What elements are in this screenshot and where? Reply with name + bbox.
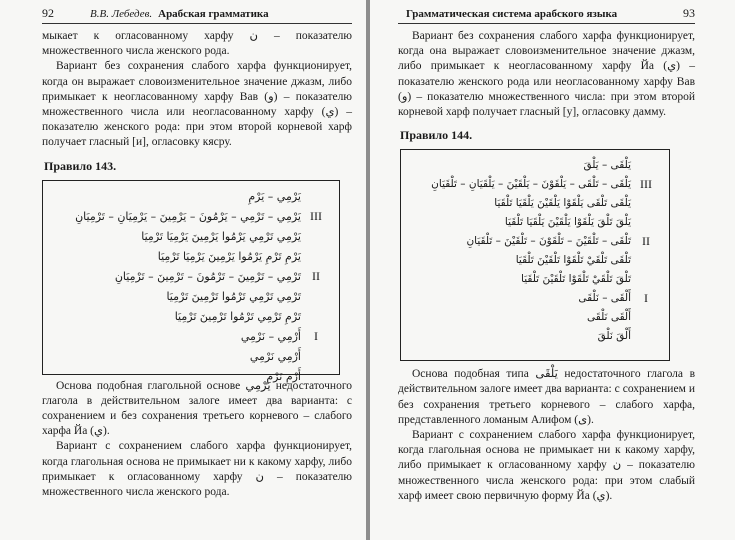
rule-143-roman-numeral: I [314,328,318,343]
left-header-author: В.В. Лебедев. [90,8,153,20]
rule-143-group-lines [51,327,301,387]
left-paragraph-3: Основа подобная глагольной основе يَرْمِي недостаточного глагола в действительном залоге имеет два варианта: с сохранением и без сохранения третьего корневого – слабого харфа Йа (ي). [42,379,352,438]
rule-143-group-lines [51,267,301,327]
rule-143-arabic-line: تَرْمِي تَرْمِي تَرْمُوا تَرْمِينَ تَرْمِيَا [166,289,301,303]
rule-144-group-lines [409,232,631,289]
rule-144-table [400,149,670,361]
rule-144-arabic-line: أَلْقَى نَلْقَى [587,311,631,324]
rule-144-roman-numeral: I [644,291,648,306]
left-running-header [42,6,352,24]
rule-144-group-lines [409,175,631,232]
left-paragraph-top: мыкает к огласованному харфу ن – показателю множественного числа женского рода. [42,30,353,58]
rule-144-arabic-line: يَلْقَى – تَلْقَى – يَلْقَوْنَ – يَلْقَيْنَ – يَلْقَيَانِ – تَلْقَيَانِ [431,178,631,191]
rule-143-arabic-line: تَرْمِي – تَرْمِينَ – تَرْمُونَ – تَرْمِينَ – تَرْمِيَانِ [114,269,301,283]
rule-143-group-i [51,327,331,387]
rule-143-arabic-line: يَرْمِ تَرْمِ يَرْمُوا يَرْمِينَ يَرْمِيَا تَرْمِيَا [157,249,301,263]
rule-143-table [42,180,340,383]
left-paragraph-4: Вариант с сохранением слабого харфа функционирует, когда глагольная основа не примыкает ни к какому харфу, либо примыкает к огласованному харфу ن – показателю множественного числа женского рода. [42,440,353,499]
rule-143-group-lines [51,187,301,207]
right-paragraph-1: Вариант без сохранения слабого харфа функционирует, когда она выражает словоизменительное значение джазм, либо примыкает к неогласованному харфу Йа (ي) – показателю женского рода или неогласованному харфу Вав (و) – показателю множественного числа: при этом второй корневой харф получает гласный [у], огласовку дамму. [398,30,695,119]
rule-143-group-iii [51,207,331,267]
right-paragraph-2: Основа подобная типа يَلْقَى недостаточного глагола в действительном залоге имеет два варианта: с сохранением и без сохранения третьего корневого – слабого харфа, представленного ломаным Алифом (ى). [398,368,695,426]
rule-143-arabic-line: يَرْمِي – تَرْمِي – يَرْمُونَ – يَرْمِينَ – يَرْمِيَانِ – تَرْمِيَانِ [75,209,301,223]
rule-143-arabic-line: أَرْمِي نَرْمِي [249,349,301,363]
rule-143-arabic-line: أَرْمِي – نَرْمِي [240,329,301,343]
left-page [0,0,366,540]
rule-144-arabic-line: تَلْقَ تَلْقَيْ تَلْقَوْا تَلْقَيْنَ تَلْقَيَا [521,273,631,286]
left-page-number: 92 [42,6,54,20]
right-paragraph-3: Вариант с сохранением слабого харфа функционирует, когда глагольная основа не примыкает ни к какому харфу, либо примыкает к огласованному харфу ن – показателю множественного числа женского рода: при этом слабый харф имеет свою первичную форму Йа (ي). [398,429,695,502]
rule-143-arabic-line: تَرْمِ تَرْمِي تَرْمُوا تَرْمِينَ تَرْمِيَا [174,309,301,323]
rule-143-arabic-line: أَرْمِ نَرْمِ [266,369,301,383]
right-header-title: Грамматическая система арабского языка [406,8,618,20]
rule-144-group-i [409,289,661,346]
rule-144-arabic-line: يَلْقَى تَلْقَى يَلْقَوْا يَلْقَيْنَ يَلْقَيَا تَلْقَيَا [494,197,631,210]
rule-144-arabic-line: يَلْقَ تَلْقَ يَلْقَوْا يَلْقَيْنَ يَلْقَيَا تَلْقَيَا [504,216,631,229]
rule-144-group-ii [409,232,661,289]
rule-144-heading: Правило 144. [400,128,473,143]
rule-144-arabic-line: أَلْقَى – نَلْقَى [578,292,631,305]
right-page-number: 93 [683,6,695,20]
left-header-title: Арабская грамматика [158,8,269,20]
left-paragraph-2: Вариант без сохранения слабого харфа функционирует, когда он выражает словоизменительное значение джазм, либо примыкает к неогласованному харфу Вав (و) – показателю множественного числа или неогласованному харфу (ي) – показателю женского рода: при этом второй корневой харф получает гласный [и], огласовку кясру. [42,60,352,149]
rule-144-roman-numeral: III [640,177,652,192]
rule-143-arabic-line: يَرْمِي تَرْمِي يَرْمُوا يَرْمِينَ يَرْمِيَا تَرْمِيَا [141,229,301,243]
rule-144-group-lines [409,289,631,346]
rule-143-group-lines [51,207,301,267]
rule-143-heading: Правило 143. [44,158,117,173]
rule-143-roman-numeral [301,187,331,189]
rule-144-arabic-line: تَلْقَى تَلْقَيْ تَلْقَوْا تَلْقَيْنَ تَلْقَيَا [515,254,631,267]
rule-144-roman-numeral: II [642,234,650,249]
rule-143-group-top [51,187,331,207]
rule-144-arabic-line: تَلْقَى – تَلْقَيْنَ – تَلْقَوْنَ – تَلْقَيْنَ – تَلْقَيَانِ [466,235,631,248]
rule-143-roman-numeral: II [312,268,320,283]
rule-144-first-line: يَلْقَى – يَلْقَ [583,159,631,172]
right-running-header [398,6,695,24]
rule-143-group-ii [51,267,331,327]
rule-144-group-iii [409,175,661,232]
rule-144-arabic-line: أَلْقَ نَلْقَ [597,330,631,343]
rule-143-roman-numeral: III [310,208,322,223]
rule-143-arabic-line: يَرْمِي – يَرْمِ [248,189,301,203]
right-page [370,0,735,540]
